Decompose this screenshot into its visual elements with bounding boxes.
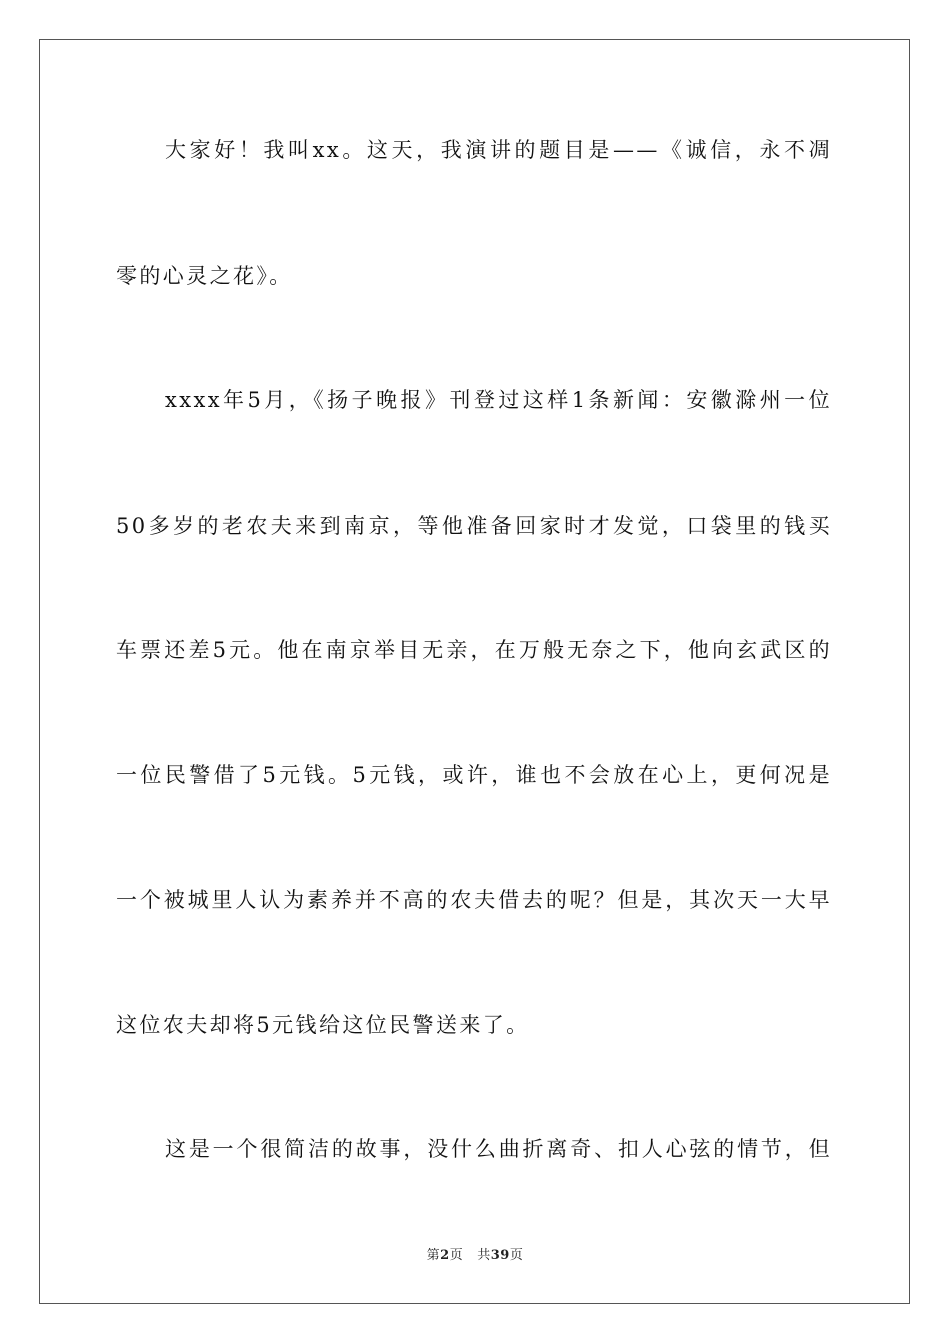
total-suffix: 页 [509, 1248, 524, 1263]
paragraph-3-line-1: 这是一个很简洁的故事，没什么曲折离奇、扣人心弦的情节，但 [165, 1137, 832, 1161]
paragraph-2-line-4: 一位民警借了5元钱。5元钱，或许，谁也不会放在心上，更何况是 [116, 763, 832, 787]
paragraph-2-line-1: xxxx年5月，《扬子晚报》刊登过这样1条新闻：安徽滁州一位 [165, 388, 832, 412]
page-footer [0, 1247, 950, 1265]
page-border [39, 39, 910, 1304]
page-prefix: 第 [426, 1248, 441, 1263]
total-pages: 39 [490, 1248, 510, 1263]
page-number: 2 [440, 1248, 450, 1263]
total-prefix: 共 [477, 1248, 491, 1263]
paragraph-2-line-2: 50多岁的老农夫来到南京，等他准备回家时才发觉，口袋里的钱买 [116, 514, 832, 538]
paragraph-2-line-6: 这位农夫却将5元钱给这位民警送来了。 [116, 1013, 530, 1037]
page-suffix: 页 [449, 1248, 464, 1263]
paragraph-2-line-5: 一个被城里人认为素养并不高的农夫借去的呢？但是，其次天一大早 [116, 888, 832, 912]
paragraph-2-line-3: 车票还差5元。他在南京举目无亲，在万般无奈之下，他向玄武区的 [116, 638, 832, 662]
paragraph-1-line-1: 大家好！我叫xx。这天，我演讲的题目是——《诚信，永不凋 [165, 138, 832, 162]
paragraph-1-line-2: 零的心灵之花》。 [116, 264, 293, 288]
